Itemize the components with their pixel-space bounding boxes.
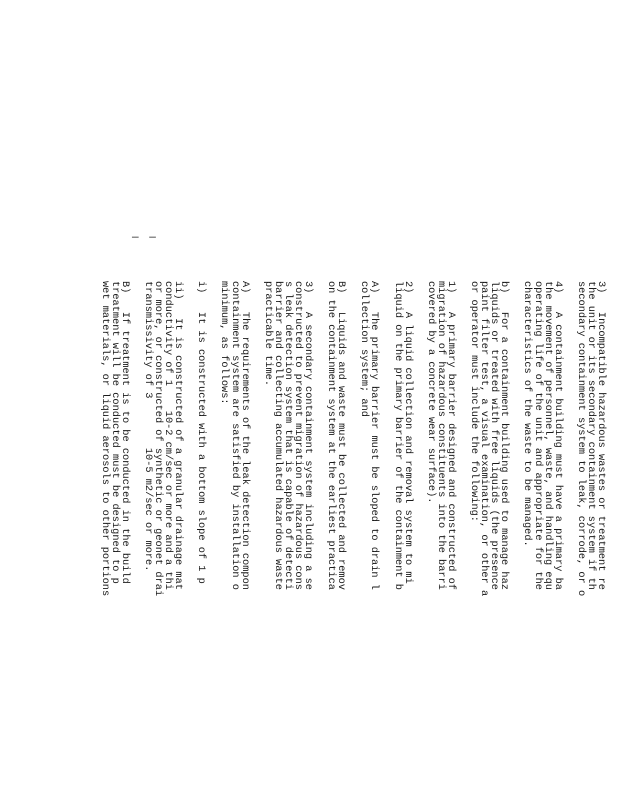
text-line: characteristics of the waste to be managed. <box>521 281 534 547</box>
text-line: the movement of personnel, waste, and handling equ <box>541 281 554 590</box>
paragraph <box>196 281 206 800</box>
text-line: barrier and collecting accumulated hazardous waste <box>271 281 284 590</box>
paragraph <box>326 281 346 800</box>
paragraph <box>426 281 456 800</box>
text-line: 1) A primary barrier designed and constructed of <box>444 281 457 590</box>
paragraph <box>219 281 249 800</box>
paragraph <box>469 281 509 800</box>
text-line: migration of hazardous constituents into the barri <box>434 281 447 590</box>
paragraph <box>522 281 562 800</box>
text-line: covered by a concrete wear surface). <box>424 281 437 504</box>
paragraph <box>393 281 413 800</box>
text-line: b) For a containment building used to manage haz <box>498 281 511 590</box>
text-line: or more, or constructed of synthetic or geonet drai <box>152 281 165 597</box>
text-line: conductivity of 1 10-2 cm/sec or more and a thi <box>162 281 175 590</box>
text-line: 4) A containment building must have a primary ba <box>551 281 564 590</box>
text-line: 3) Incompatible hazardous wastes or treatment re <box>595 281 607 590</box>
paragraph <box>143 281 183 800</box>
text-line: on the containment system at the earliest practica <box>325 281 338 590</box>
text-line: constructed to prevent migration of hazardous cons <box>292 281 305 590</box>
text-line: ii) It is constructed of a granular drainage mat <box>172 281 185 590</box>
text-line: or operator must include the following: <box>468 281 481 522</box>
text-line: i) It is constructed with a bottom slope of 1 p <box>195 281 208 584</box>
margin-mark: — — <box>132 232 158 244</box>
rotated-text-body <box>87 281 606 800</box>
text-line: containment system are satisfied by installation o <box>228 281 241 590</box>
text-line: 2) A liquid collection and removal system to mi <box>401 281 414 584</box>
text-line: wet materials, or liquid aerosols to other portions <box>98 281 111 597</box>
text-line: A) The primary barrier must be sloped to drain l <box>368 281 381 590</box>
text-line: the unit or its secondary containment system if th <box>584 281 597 590</box>
text-line: treatment will be conducted must be designed to p <box>108 281 121 584</box>
text-line: paint filter test, a visual examination, or other a <box>478 281 491 597</box>
text-line: B) Liquids and waste must be collected and remov <box>335 281 348 590</box>
text-line: practicable time. <box>261 281 274 387</box>
text-line: minimum, as follows: <box>218 281 231 405</box>
text-line: s leak detection system that is capable of detecti <box>281 281 294 590</box>
text-line: transmissivity of 3 10-5 m2/sec or more. <box>142 281 154 572</box>
paragraph <box>263 281 313 800</box>
paragraph <box>359 281 379 800</box>
text-line: B) If treatment is to be conducted in the build <box>118 281 131 584</box>
paragraph <box>576 281 606 800</box>
text-line: liquids or treated with free liquids (the presence <box>488 281 501 590</box>
text-line: A) The requirements of the leak detection compon <box>238 281 251 590</box>
text-line: operating life of the unit and appropriate for the <box>531 281 544 590</box>
text-line: liquid on the primary barrier of the containment b <box>391 281 404 590</box>
text-line: collection system; and <box>358 281 371 417</box>
text-line: secondary containment system to leak, corrode, or o <box>574 281 587 597</box>
paragraph <box>100 281 130 800</box>
text-line: 3) A secondary containment system including a se <box>302 281 315 590</box>
